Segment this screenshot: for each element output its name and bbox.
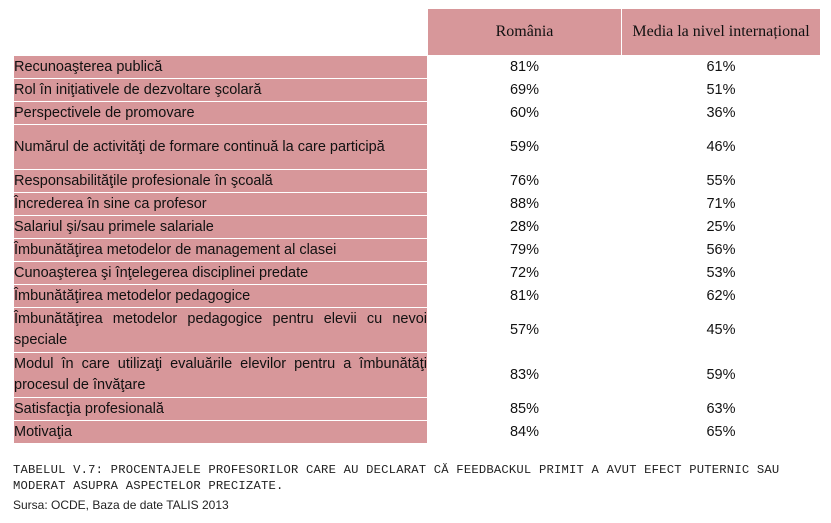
- value-romania: 28%: [428, 216, 622, 239]
- value-romania: 83%: [428, 353, 622, 398]
- table-row: [14, 125, 821, 170]
- table-row: [14, 239, 821, 262]
- value-international: 55%: [622, 170, 821, 193]
- table-body: [14, 56, 821, 444]
- table-row: [14, 56, 821, 79]
- value-international: 51%: [622, 79, 821, 102]
- table-row: [14, 285, 821, 308]
- table-row: [14, 170, 821, 193]
- row-label: Cunoaşterea şi înţelegerea disciplinei predate: [14, 262, 428, 285]
- value-romania: 69%: [428, 79, 622, 102]
- row-label: Recunoaşterea publică: [14, 56, 428, 79]
- table-row: [14, 102, 821, 125]
- value-international: 53%: [622, 262, 821, 285]
- column-header-international: Media la nivel internațional: [622, 9, 821, 56]
- row-label: Salariul şi/sau primele salariale: [14, 216, 428, 239]
- value-international: 36%: [622, 102, 821, 125]
- row-label: Motivaţia: [14, 421, 428, 444]
- table-row: [14, 262, 821, 285]
- value-romania: 81%: [428, 285, 622, 308]
- value-romania: 84%: [428, 421, 622, 444]
- value-romania: 59%: [428, 125, 622, 170]
- value-international: 63%: [622, 398, 821, 421]
- value-romania: 88%: [428, 193, 622, 216]
- value-international: 71%: [622, 193, 821, 216]
- value-romania: 81%: [428, 56, 622, 79]
- column-header-romania: România: [428, 9, 622, 56]
- table-row: [14, 421, 821, 444]
- row-label: Îmbunătăţirea metodelor de management al clasei: [14, 239, 428, 262]
- table-row: [14, 353, 821, 398]
- value-international: 59%: [622, 353, 821, 398]
- table-row: [14, 398, 821, 421]
- table-caption: TABELUL V.7: PROCENTAJELE PROFESORILOR CARE AU DECLARAT CĂ FEEDBACKUL PRIMIT A AVUT EFECT PUTERNIC SAU MODERAT ASUPRA ASPECTELOR PRECIZATE.: [13, 463, 780, 493]
- value-romania: 79%: [428, 239, 622, 262]
- row-label: Responsabilităţile profesionale în şcoală: [14, 170, 428, 193]
- value-romania: 57%: [428, 308, 622, 353]
- row-label: Îmbunătăţirea metodelor pedagogice pentru elevii cu nevoi speciale: [14, 308, 428, 353]
- row-label: Rol în iniţiativele de dezvoltare şcolară: [14, 79, 428, 102]
- header-row: [14, 9, 821, 56]
- value-international: 46%: [622, 125, 821, 170]
- value-romania: 76%: [428, 170, 622, 193]
- table-row: [14, 308, 821, 353]
- table-row: [14, 193, 821, 216]
- row-label: Modul în care utilizaţi evaluările elevilor pentru a îmbunătăţi procesul de învăţare: [14, 353, 428, 398]
- value-romania: 60%: [428, 102, 622, 125]
- value-romania: 85%: [428, 398, 622, 421]
- table-row: [14, 216, 821, 239]
- value-romania: 72%: [428, 262, 622, 285]
- row-label: Satisfacţia profesională: [14, 398, 428, 421]
- row-label: Numărul de activităţi de formare continuă la care participă: [14, 125, 428, 170]
- row-label: Perspectivele de promovare: [14, 102, 428, 125]
- value-international: 56%: [622, 239, 821, 262]
- row-label: Încrederea în sine ca profesor: [14, 193, 428, 216]
- data-table: [13, 8, 821, 444]
- value-international: 45%: [622, 308, 821, 353]
- source-note: Sursa: OCDE, Baza de date TALIS 2013: [13, 498, 229, 512]
- value-international: 25%: [622, 216, 821, 239]
- value-international: 62%: [622, 285, 821, 308]
- table-row: [14, 79, 821, 102]
- header-corner: [14, 9, 428, 56]
- value-international: 65%: [622, 421, 821, 444]
- value-international: 61%: [622, 56, 821, 79]
- row-label: Îmbunătăţirea metodelor pedagogice: [14, 285, 428, 308]
